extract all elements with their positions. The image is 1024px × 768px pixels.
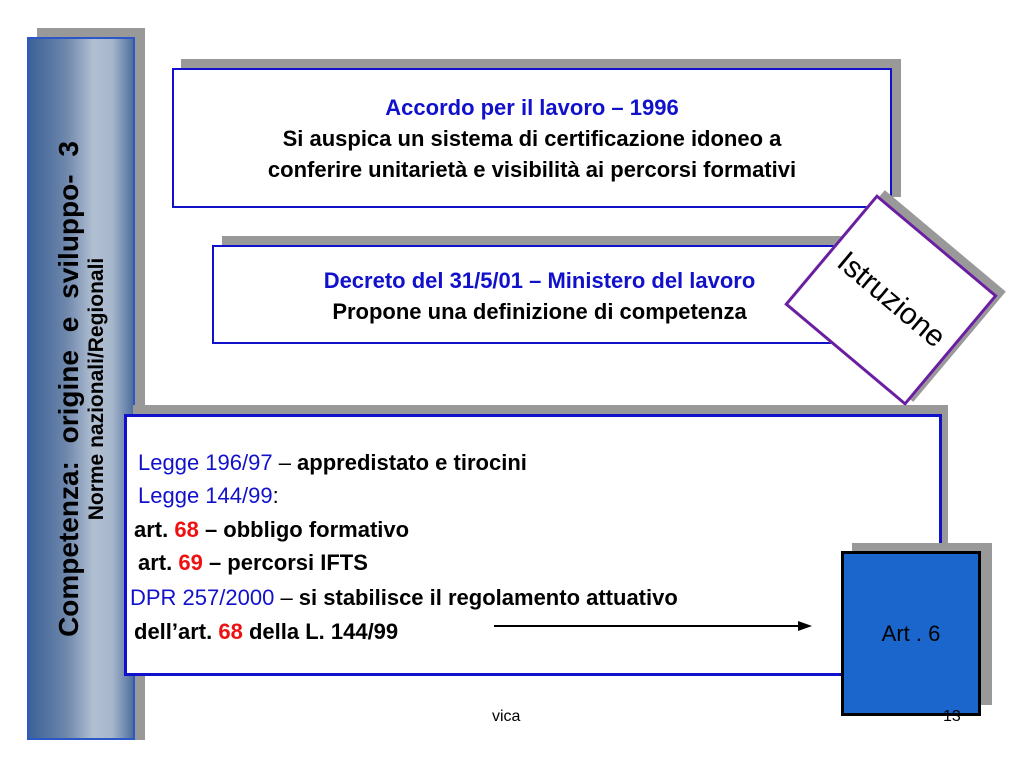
law-dpr-257: DPR 257/2000 [130, 585, 275, 610]
norme-line-legge-196: Legge 196/97 – appredistato e tirocini [138, 450, 527, 475]
box-decreto-line1: Propone una definizione di competenza [332, 299, 747, 325]
norme-line-dpr: DPR 257/2000 – si stabilisce il regolamento attuativo [130, 585, 678, 610]
box-accordo [172, 68, 892, 208]
footer-author: vica [492, 708, 521, 725]
norme-line-art-68: art. 68 – obbligo formativo [134, 517, 410, 542]
sidebar-title-block [53, 39, 109, 739]
box-decreto [212, 245, 867, 344]
box-accordo-line2: conferire unitarietà e visibilità ai percorsi formativi [267, 157, 797, 183]
norme-line-dellart: dell’art. 68 della L. 144/99 [134, 619, 399, 644]
norme-line-art-69: art. 69 – percorsi IFTS [138, 550, 368, 575]
page-number: 13 [943, 708, 961, 725]
slide-subtitle: Norme nazionali/Regionali [85, 257, 109, 521]
box-decreto-heading: Decreto del 31/5/01 – Ministero del lavoro [323, 268, 756, 293]
arrow-right-icon [494, 616, 812, 636]
law-legge-196: Legge 196/97 [138, 450, 273, 475]
istruzione-label: Istruzione [830, 245, 952, 355]
box-accordo-heading: Accordo per il lavoro – 1996 [385, 95, 679, 120]
slide-title: Competenza: origine e sviluppo- 3 [52, 141, 84, 637]
art-label: Art . 6 [881, 620, 941, 646]
box-accordo-line1: Si auspica un sistema di certificazione idoneo a [282, 126, 782, 152]
norme-line-legge-144: Legge 144/99: [138, 483, 279, 508]
art-box [841, 551, 981, 716]
law-legge-144: Legge 144/99 [138, 483, 273, 508]
istruzione-tag [784, 194, 998, 406]
